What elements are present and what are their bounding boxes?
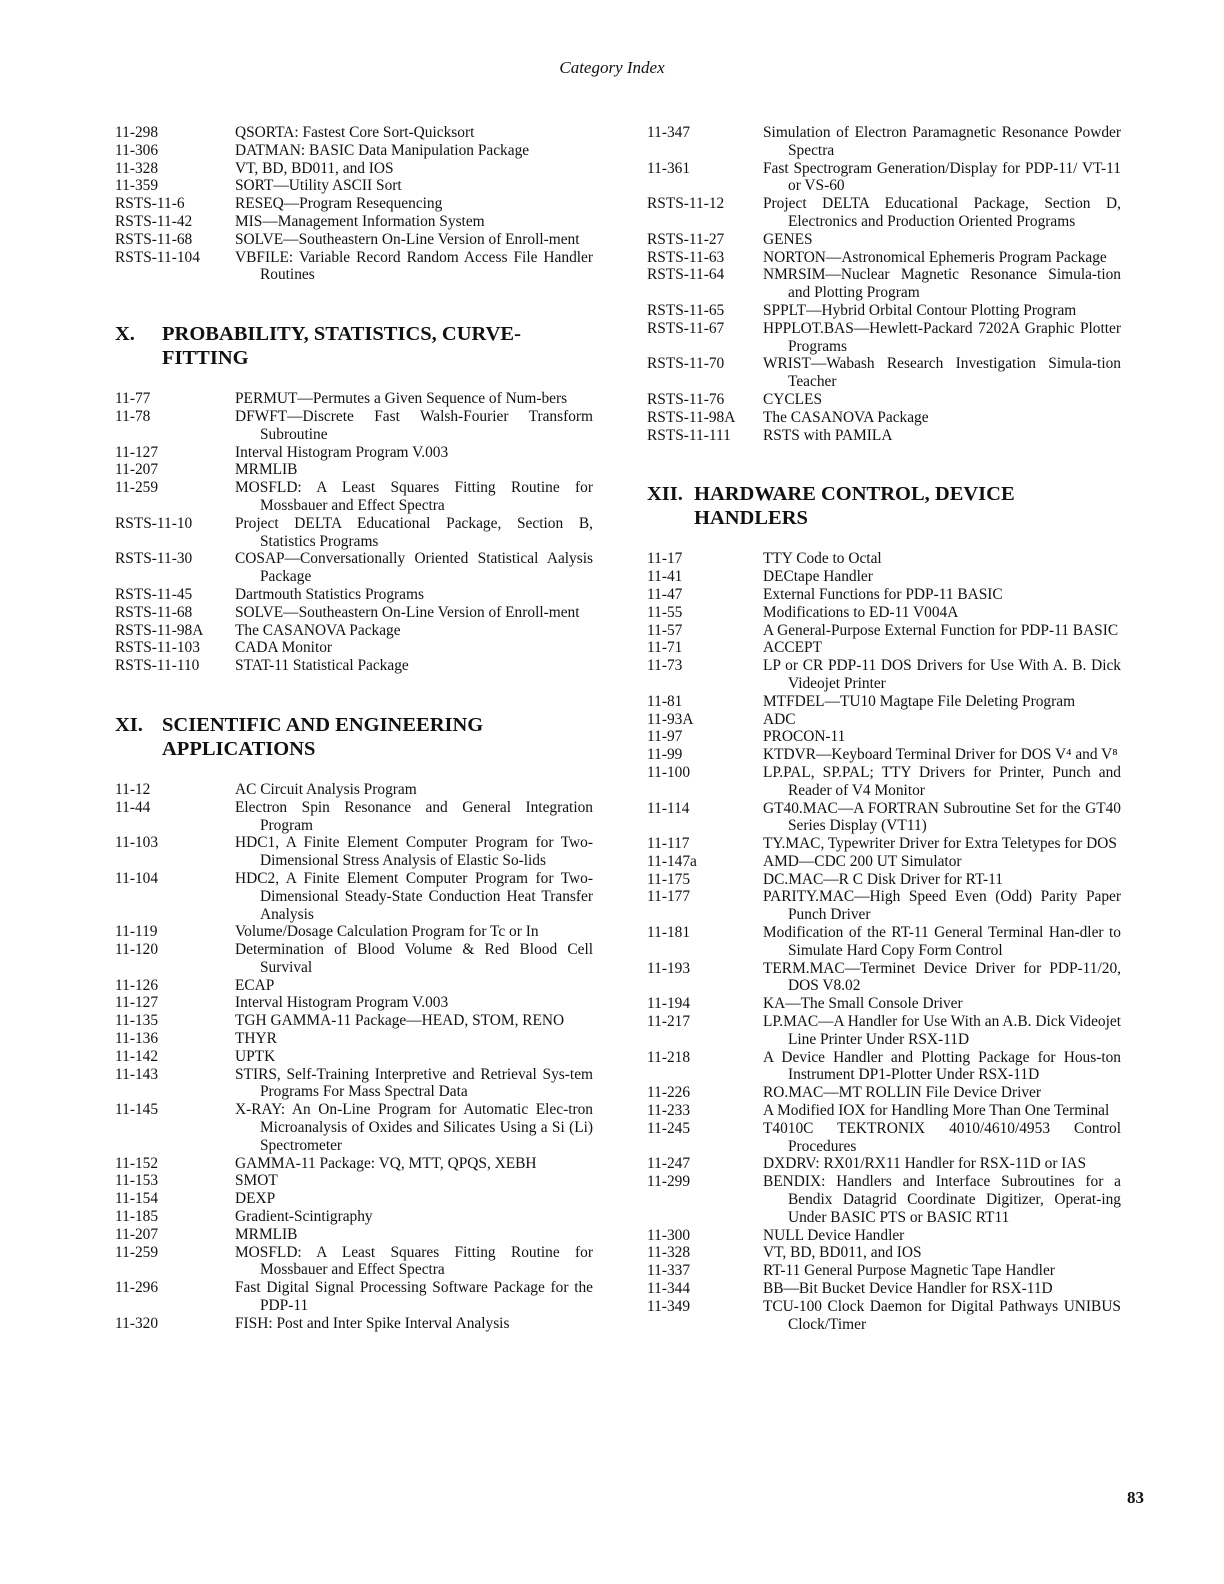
entry-code: 11-81 xyxy=(647,692,683,710)
section-xii-entries xyxy=(647,550,1121,1333)
index-entry xyxy=(115,479,593,515)
index-entry xyxy=(115,515,593,551)
entry-description: The CASANOVA Package xyxy=(763,408,929,426)
index-entry xyxy=(115,177,593,195)
entry-code: 11-99 xyxy=(647,746,683,764)
index-entry xyxy=(647,835,1121,853)
index-entry xyxy=(647,960,1121,996)
index-entry xyxy=(115,142,593,160)
entry-code: 11-117 xyxy=(647,835,690,853)
index-entry xyxy=(647,160,1121,196)
entry-code: RSTS-11-10 xyxy=(115,514,193,532)
index-entry xyxy=(647,1084,1121,1102)
entry-code: RSTS-11-6 xyxy=(115,195,185,213)
entry-description: A General-Purpose External Function for PDP-11 BASIC xyxy=(763,621,1119,639)
index-entry xyxy=(647,853,1121,871)
entry-code: 11-347 xyxy=(647,124,691,141)
entry-code: 11-78 xyxy=(115,407,151,425)
entry-code: 11-127 xyxy=(115,443,159,461)
section-xi-title: SCIENTIFIC AND ENGINEERING APPLICATIONS xyxy=(162,713,484,760)
entry-code: 11-143 xyxy=(115,1065,159,1083)
index-entry xyxy=(647,1173,1121,1226)
entry-code: RSTS-11-30 xyxy=(115,550,193,568)
entry-code: 11-93A xyxy=(647,710,694,728)
index-entry xyxy=(647,1280,1121,1298)
index-entry xyxy=(115,657,593,675)
index-entry xyxy=(115,799,593,835)
entry-description: UPTK xyxy=(235,1047,276,1065)
entry-description: ACCEPT xyxy=(763,639,823,657)
index-entry xyxy=(115,1279,593,1315)
entry-code: 11-145 xyxy=(115,1101,159,1119)
entry-code: 11-361 xyxy=(647,159,691,177)
entry-description: A Device Handler and Plotting Package for Hous-ton Instrument DP1-Plotter Under RSX-11D xyxy=(763,1048,1121,1084)
entry-code: 11-104 xyxy=(115,869,159,887)
index-entry xyxy=(647,728,1121,746)
entry-code: 11-12 xyxy=(115,780,151,798)
index-entry xyxy=(115,604,593,622)
entry-description: SOLVE—Southeastern On-Line Version of Enroll-ment xyxy=(235,603,580,621)
entry-description: SMOT xyxy=(235,1172,278,1190)
entry-code: 11-299 xyxy=(647,1173,691,1191)
index-entry xyxy=(115,994,593,1012)
entry-code: 11-135 xyxy=(115,1012,159,1030)
entry-description: Modifications to ED-11 V004A xyxy=(763,603,959,621)
index-entry xyxy=(647,409,1121,427)
entry-code: 11-126 xyxy=(115,976,159,994)
entry-code: RSTS-11-64 xyxy=(647,266,725,284)
entry-code: 11-194 xyxy=(647,995,691,1013)
entry-description: X-RAY: An On-Line Program for Automatic Elec-tron Microanalysis of Oxides and Silicates Using a Si (Li) Spectrometer xyxy=(235,1101,593,1154)
entry-code: 11-328 xyxy=(647,1244,691,1262)
index-entry xyxy=(115,923,593,941)
index-entry xyxy=(115,586,593,604)
entry-code: 11-100 xyxy=(647,763,691,781)
entry-code: 11-193 xyxy=(647,959,691,977)
entry-description: A Modified IOX for Handling More Than One Terminal xyxy=(763,1102,1110,1120)
entry-code: 11-142 xyxy=(115,1047,159,1065)
index-entry xyxy=(115,1155,593,1173)
index-entry xyxy=(647,1262,1121,1280)
entry-code: 11-17 xyxy=(647,550,683,568)
entry-description: Gradient-Scintigraphy xyxy=(235,1208,373,1226)
index-entry xyxy=(115,834,593,870)
index-entry xyxy=(647,1049,1121,1085)
entry-description: Electron Spin Resonance and General Integration Program xyxy=(235,798,593,834)
index-entry xyxy=(647,427,1121,445)
entry-code: 11-147a xyxy=(647,852,697,870)
index-entry xyxy=(115,195,593,213)
index-entry xyxy=(115,1315,593,1333)
right-top-entries xyxy=(647,124,1121,444)
entry-code: 11-97 xyxy=(647,728,683,746)
entry-code: 11-245 xyxy=(647,1119,691,1137)
index-entry xyxy=(115,444,593,462)
index-entry xyxy=(647,550,1121,568)
entry-code: 11-127 xyxy=(115,994,159,1012)
left-top-entries xyxy=(115,124,593,284)
entry-description: GT40.MAC—A FORTRAN Subroutine Set for the GT40 Series Display (VT11) xyxy=(763,799,1121,835)
index-entry xyxy=(647,1102,1121,1120)
entry-description: Dartmouth Statistics Programs xyxy=(235,585,424,603)
entry-description: DATMAN: BASIC Data Manipulation Package xyxy=(235,141,530,159)
index-entry xyxy=(647,1298,1121,1334)
index-entry xyxy=(647,764,1121,800)
index-entry xyxy=(115,781,593,799)
index-entry xyxy=(115,408,593,444)
entry-description: NMRSIM—Nuclear Magnetic Resonance Simula-tion and Plotting Program xyxy=(763,266,1121,302)
entry-code: 11-120 xyxy=(115,941,159,959)
entry-code: RSTS-11-68 xyxy=(115,230,193,248)
entry-description: BENDIX: Handlers and Interface Subroutines for a Bendix Datagrid Coordinate Digitizer, Operat-ing Under BASIC PTS or BASIC RT11 xyxy=(763,1173,1121,1226)
entry-description: MTFDEL—TU10 Magtape File Deleting Program xyxy=(763,692,1076,710)
entry-code: 11-300 xyxy=(647,1226,691,1244)
index-entry xyxy=(647,1227,1121,1245)
entry-code: 11-306 xyxy=(115,141,159,159)
entry-description: SOLVE—Southeastern On-Line Version of Enroll-ment xyxy=(235,230,580,248)
section-xii-heading xyxy=(647,482,1121,530)
index-entry xyxy=(115,249,593,285)
index-entry xyxy=(647,1120,1121,1156)
index-entry xyxy=(115,1101,593,1154)
index-entry xyxy=(647,693,1121,711)
index-entry xyxy=(647,604,1121,622)
entry-code: 11-218 xyxy=(647,1048,691,1066)
index-entry xyxy=(115,160,593,178)
section-xi-entries xyxy=(115,781,593,1333)
entry-description: NULL Device Handler xyxy=(763,1226,905,1244)
index-entry xyxy=(647,195,1121,231)
entry-code: 11-298 xyxy=(115,124,159,141)
entry-description: KA—The Small Console Driver xyxy=(763,995,963,1013)
index-entry xyxy=(115,977,593,995)
entry-description: STIRS, Self-Training Interpretive and Retrieval Sys-tem Programs For Mass Spectral Data xyxy=(235,1065,593,1101)
index-entry xyxy=(115,1226,593,1244)
index-entry xyxy=(647,995,1121,1013)
entry-description: BB—Bit Bucket Device Handler for RSX-11D xyxy=(763,1280,1053,1298)
entry-code: 11-320 xyxy=(115,1314,159,1332)
entry-description: VBFILE: Variable Record Random Access File Handler Routines xyxy=(235,248,593,284)
entry-description: COSAP—Conversationally Oriented Statistical Aalysis Package xyxy=(235,550,593,586)
entry-description: GENES xyxy=(763,230,813,248)
section-xi-number: XI. xyxy=(115,713,143,736)
entry-description: Fast Digital Signal Processing Software Package for the PDP-11 xyxy=(235,1279,593,1315)
entry-description: CADA Monitor xyxy=(235,639,333,657)
entry-description: RT-11 General Purpose Magnetic Tape Handler xyxy=(763,1262,1055,1280)
entry-code: RSTS-11-70 xyxy=(647,355,725,373)
entry-description: MOSFLD: A Least Squares Fitting Routine for Mossbauer and Effect Spectra xyxy=(235,479,593,514)
page-number: 83 xyxy=(1127,1488,1144,1507)
entry-code: 11-259 xyxy=(115,479,159,497)
index-entry xyxy=(115,213,593,231)
entry-description: TCU-100 Clock Daemon for Digital Pathways UNIBUS Clock/Timer xyxy=(763,1297,1121,1333)
entry-code: 11-259 xyxy=(115,1243,159,1261)
index-entry xyxy=(647,391,1121,409)
entry-description: GAMMA-11 Package: VQ, MTT, QPQS, XEBH xyxy=(235,1154,537,1172)
entry-description: QSORTA: Fastest Core Sort-Quicksort xyxy=(235,124,475,141)
entry-code: 11-175 xyxy=(647,870,691,888)
entry-code: RSTS-11-65 xyxy=(647,301,725,319)
index-entry xyxy=(647,1155,1121,1173)
index-entry xyxy=(647,746,1121,764)
entry-code: 11-217 xyxy=(647,1013,691,1031)
index-entry xyxy=(115,639,593,657)
index-entry xyxy=(647,320,1121,356)
section-xi-heading xyxy=(115,713,593,761)
entry-description: FISH: Post and Inter Spike Interval Analysis xyxy=(235,1314,510,1332)
entry-code: 11-44 xyxy=(115,798,151,816)
entry-description: TY.MAC, Typewriter Driver for Extra Teletypes for DOS xyxy=(763,835,1117,853)
entry-description: HPPLOT.BAS—Hewlett-Packard 7202A Graphic Plotter Programs xyxy=(763,319,1121,355)
entry-code: RSTS-11-98A xyxy=(115,621,204,639)
entry-description: Interval Histogram Program V.003 xyxy=(235,994,449,1012)
entry-description: PERMUT—Permutes a Given Sequence of Num-bers xyxy=(235,390,568,408)
entry-description: LP or CR PDP-11 DOS Drivers for Use With A. B. Dick Videojet Printer xyxy=(763,657,1121,692)
entry-description: MOSFLD: A Least Squares Fitting Routine for Mossbauer and Effect Spectra xyxy=(235,1243,593,1279)
entry-description: DECtape Handler xyxy=(763,568,873,586)
index-entry xyxy=(115,390,593,408)
index-entry xyxy=(115,1172,593,1190)
index-entry xyxy=(115,622,593,640)
index-entry xyxy=(115,1208,593,1226)
index-entry xyxy=(647,586,1121,604)
entry-description: PROCON-11 xyxy=(763,728,846,746)
entry-description: MIS—Management Information System xyxy=(235,212,485,230)
index-entry xyxy=(647,355,1121,391)
entry-description: LP.PAL, SP.PAL; TTY Drivers for Printer, Punch and Reader of V4 Monitor xyxy=(763,763,1121,799)
entry-code: RSTS-11-68 xyxy=(115,603,193,621)
entry-code: 11-71 xyxy=(647,639,683,657)
entry-code: 11-337 xyxy=(647,1262,691,1280)
index-entry xyxy=(115,941,593,977)
entry-description: Determination of Blood Volume & Red Blood Cell Survival xyxy=(235,941,593,976)
entry-description: LP.MAC—A Handler for Use With an A.B. Dick Videojet Line Printer Under RSX-11D xyxy=(763,1013,1121,1048)
entry-description: DXDRV: RX01/RX11 Handler for RSX-11D or IAS xyxy=(763,1155,1087,1173)
index-entry xyxy=(647,888,1121,924)
entry-description: VT, BD, BD011, and IOS xyxy=(763,1244,922,1262)
entry-description: TTY Code to Octal xyxy=(763,550,882,568)
entry-description: The CASANOVA Package xyxy=(235,621,401,639)
entry-code: RSTS-11-103 xyxy=(115,639,200,657)
entry-code: 11-296 xyxy=(115,1279,159,1297)
section-x-number: X. xyxy=(115,323,135,346)
index-entry xyxy=(647,622,1121,640)
entry-code: RSTS-11-67 xyxy=(647,319,725,337)
entry-code: RSTS-11-12 xyxy=(647,195,725,213)
entry-description: Interval Histogram Program V.003 xyxy=(235,443,449,461)
index-entry xyxy=(115,1244,593,1280)
index-entry xyxy=(115,1012,593,1030)
index-entry xyxy=(647,266,1121,302)
entry-description: MRMLIB xyxy=(235,1225,298,1243)
entry-code: 11-207 xyxy=(115,1225,159,1243)
entry-description: WRIST—Wabash Research Investigation Simula-tion Teacher xyxy=(763,355,1121,391)
entry-description: SORT—Utility ASCII Sort xyxy=(235,177,402,195)
entry-code: 11-77 xyxy=(115,390,151,408)
section-x-entries xyxy=(115,390,593,675)
index-entry xyxy=(647,657,1121,693)
index-entry xyxy=(647,302,1121,320)
section-xii-title: HARDWARE CONTROL, DEVICE HANDLERS xyxy=(694,483,1015,530)
entry-code: 11-177 xyxy=(647,888,691,906)
index-entry xyxy=(647,639,1121,657)
entry-code: RSTS-11-27 xyxy=(647,230,725,248)
entry-description: T4010C TEKTRONIX 4010/4610/4953 Control Procedures xyxy=(763,1119,1121,1155)
entry-description: KTDVR—Keyboard Terminal Driver for DOS V⁴ and V⁸ xyxy=(763,746,1118,764)
entry-description: AMD—CDC 200 UT Simulator xyxy=(763,852,962,870)
entry-description: ADC xyxy=(763,710,796,728)
entry-description: VT, BD, BD011, and IOS xyxy=(235,159,394,177)
entry-code: RSTS-11-104 xyxy=(115,248,200,266)
entry-code: 11-328 xyxy=(115,159,159,177)
entry-code: 11-247 xyxy=(647,1155,691,1173)
entry-description: Modification of the RT-11 General Terminal Han-dler to Simulate Hard Copy Form Control xyxy=(763,924,1121,959)
entry-code: RSTS-11-42 xyxy=(115,212,193,230)
right-column xyxy=(647,124,1121,1333)
entry-code: RSTS-11-98A xyxy=(647,408,736,426)
entry-code: 11-152 xyxy=(115,1154,159,1172)
entry-code: 11-57 xyxy=(647,621,683,639)
entry-code: RSTS-11-45 xyxy=(115,585,193,603)
entry-description: RESEQ—Program Resequencing xyxy=(235,195,443,213)
index-entry xyxy=(115,231,593,249)
entry-code: 11-233 xyxy=(647,1102,691,1120)
entry-description: NORTON—Astronomical Ephemeris Program Package xyxy=(763,248,1107,266)
entry-description: External Functions for PDP-11 BASIC xyxy=(763,585,1003,603)
entry-description: STAT-11 Statistical Package xyxy=(235,657,409,675)
entry-description: DFWFT—Discrete Fast Walsh-Fourier Transform Subroutine xyxy=(235,407,593,443)
entry-code: 11-181 xyxy=(647,924,691,942)
index-entry xyxy=(647,871,1121,889)
entry-description: SPPLT—Hybrid Orbital Contour Plotting Program xyxy=(763,301,1077,319)
index-entry xyxy=(115,1030,593,1048)
entry-code: 11-119 xyxy=(115,923,158,941)
section-xii-number: XII. xyxy=(647,483,683,506)
entry-description: Simulation of Electron Paramagnetic Resonance Powder Spectra xyxy=(763,124,1121,159)
entry-code: 11-349 xyxy=(647,1297,691,1315)
entry-description: HDC2, A Finite Element Computer Program for Two-Dimensional Steady-State Conduction Heat Transfer Analysis xyxy=(235,869,593,923)
entry-code: 11-185 xyxy=(115,1208,159,1226)
entry-description: DC.MAC—R C Disk Driver for RT-11 xyxy=(763,870,1003,888)
entry-description: CYCLES xyxy=(763,390,823,408)
entry-code: 11-73 xyxy=(647,657,683,675)
index-entry xyxy=(647,568,1121,586)
entry-code: 11-154 xyxy=(115,1190,159,1208)
entry-code: 11-55 xyxy=(647,603,683,621)
entry-description: DEXP xyxy=(235,1190,276,1208)
entry-code: RSTS-11-63 xyxy=(647,248,725,266)
index-entry xyxy=(115,124,593,142)
entry-code: 11-153 xyxy=(115,1172,159,1190)
index-entry xyxy=(115,461,593,479)
index-entry xyxy=(115,1190,593,1208)
entry-code: 11-114 xyxy=(647,799,690,817)
entry-code: 11-103 xyxy=(115,834,159,852)
index-entry xyxy=(647,124,1121,160)
entry-description: RSTS with PAMILA xyxy=(763,426,893,444)
entry-description: Volume/Dosage Calculation Program for Tc or In xyxy=(235,923,539,941)
entry-description: HDC1, A Finite Element Computer Program for Two-Dimensional Stress Analysis of Elastic So-lids xyxy=(235,834,593,870)
section-x-title: PROBABILITY, STATISTICS, CURVE-FITTING xyxy=(162,323,521,370)
entry-description: AC Circuit Analysis Program xyxy=(235,780,417,798)
index-entry xyxy=(647,924,1121,960)
entry-code: 11-47 xyxy=(647,585,683,603)
entry-code: 11-136 xyxy=(115,1030,159,1048)
entry-description: TGH GAMMA-11 Package—HEAD, STOM, RENO xyxy=(235,1012,565,1030)
index-entry xyxy=(647,711,1121,729)
index-entry xyxy=(647,1013,1121,1049)
entry-description: TERM.MAC—Terminet Device Driver for PDP-11/20, DOS V8.02 xyxy=(763,959,1121,995)
entry-code: 11-41 xyxy=(647,568,683,586)
entry-description: PARITY.MAC—High Speed Even (Odd) Parity Paper Punch Driver xyxy=(763,888,1121,924)
entry-code: RSTS-11-76 xyxy=(647,390,725,408)
index-entry xyxy=(647,231,1121,249)
left-column xyxy=(115,124,593,1333)
entry-description: RO.MAC—MT ROLLIN File Device Driver xyxy=(763,1084,1041,1102)
entry-code: 11-207 xyxy=(115,461,159,479)
index-entry xyxy=(115,550,593,586)
entry-description: Project DELTA Educational Package, Section D, Electronics and Production Oriented Programs xyxy=(763,195,1121,230)
section-x-heading xyxy=(115,322,593,370)
index-entry xyxy=(647,800,1121,836)
entry-description: MRMLIB xyxy=(235,461,298,479)
entry-code: RSTS-11-110 xyxy=(115,657,200,675)
index-entry xyxy=(115,1066,593,1102)
entry-code: 11-226 xyxy=(647,1084,691,1102)
index-entry xyxy=(647,249,1121,267)
page-header-title: Category Index xyxy=(559,58,665,77)
entry-description: Fast Spectrogram Generation/Display for PDP-11/ VT-11 or VS-60 xyxy=(763,159,1121,195)
entry-code: RSTS-11-111 xyxy=(647,426,731,444)
entry-description: Project DELTA Educational Package, Section B, Statistics Programs xyxy=(235,514,593,550)
entry-description: THYR xyxy=(235,1030,277,1048)
entry-code: 11-344 xyxy=(647,1280,691,1298)
index-entry xyxy=(647,1244,1121,1262)
index-entry xyxy=(115,870,593,923)
entry-code: 11-359 xyxy=(115,177,159,195)
entry-description: ECAP xyxy=(235,976,275,994)
index-entry xyxy=(115,1048,593,1066)
